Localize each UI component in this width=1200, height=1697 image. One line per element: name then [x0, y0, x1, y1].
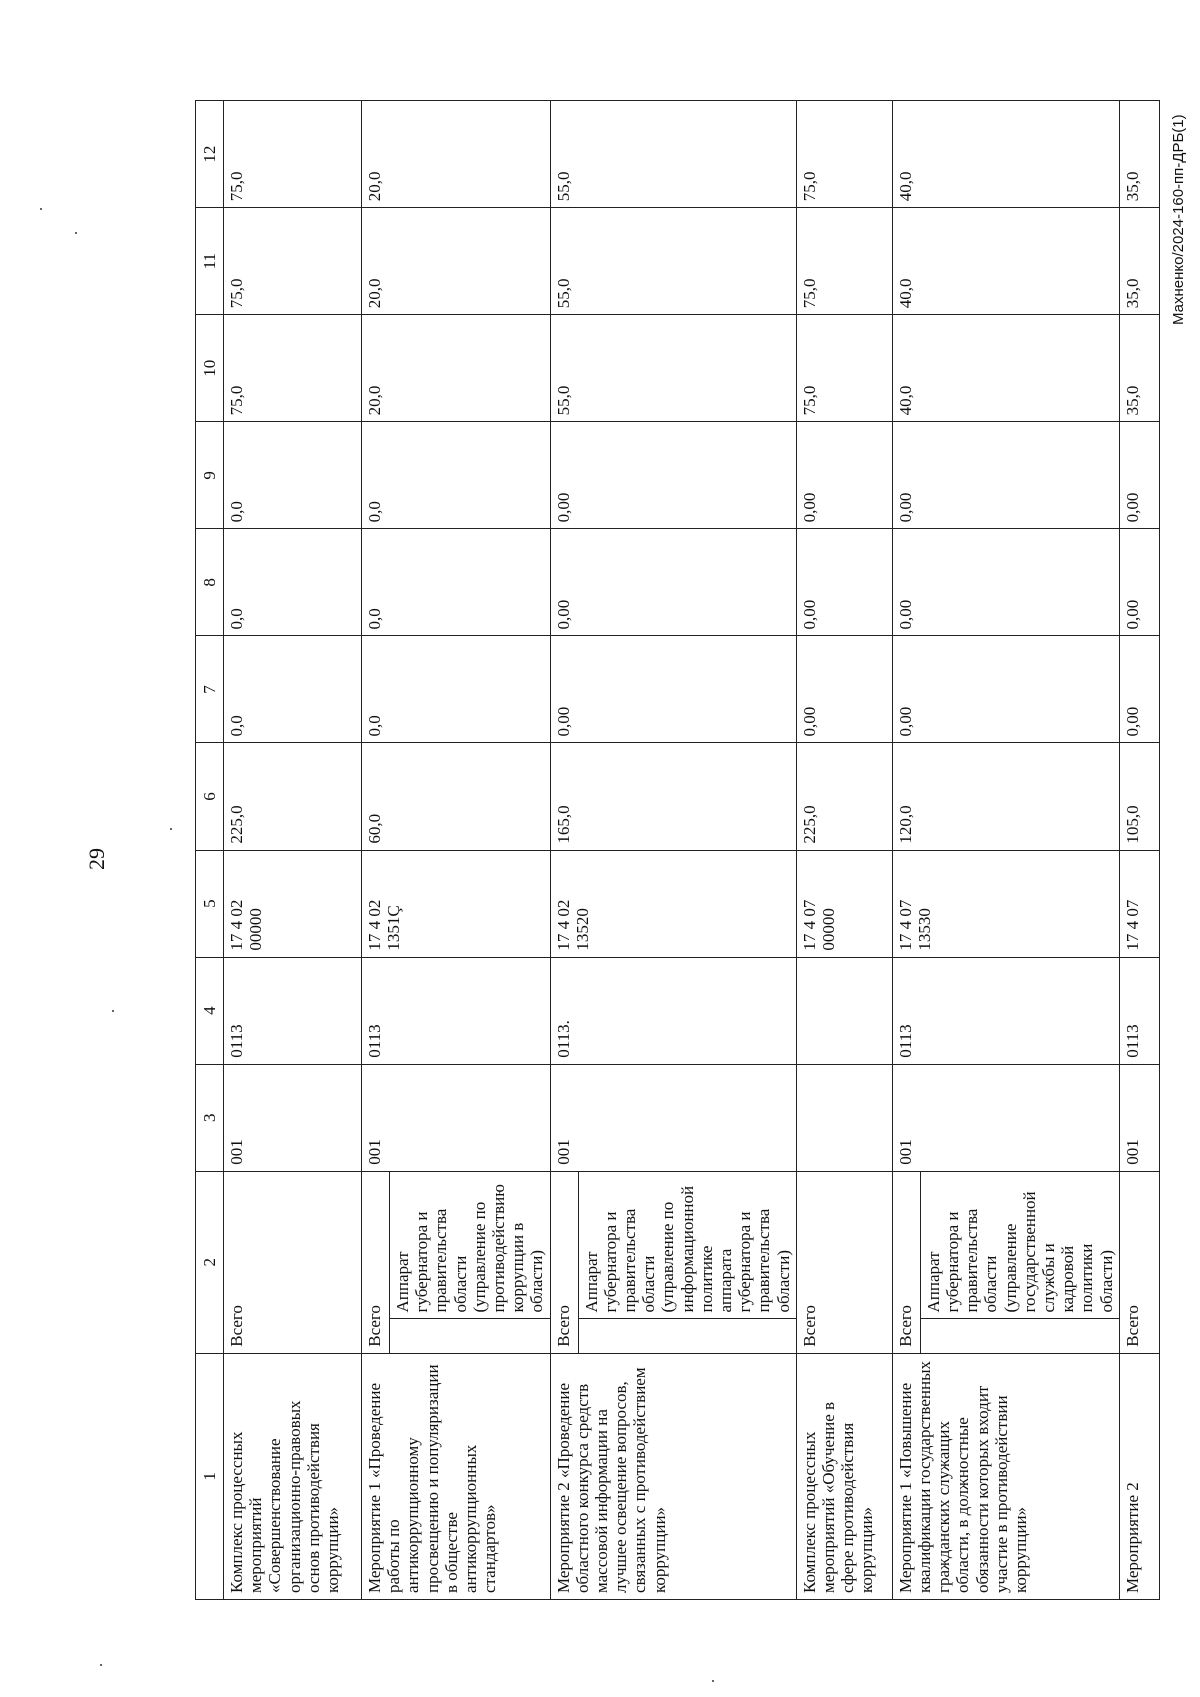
cell-c8: 0,00 — [550, 529, 796, 636]
col-header-4: 4 — [196, 957, 224, 1064]
rotated-table-container — [195, 100, 1142, 1600]
scan-speck — [100, 1664, 102, 1666]
cell-c8: 0,0 — [362, 529, 551, 636]
cell-c10: 20,0 — [362, 315, 551, 422]
total-label: Всего — [362, 1171, 390, 1353]
total-label: Всего — [224, 1171, 362, 1353]
cell-c9: 0,0 — [362, 422, 551, 529]
cell-c6: 60,0 — [362, 743, 551, 850]
col-header-8: 8 — [196, 529, 224, 636]
scan-speck — [712, 1680, 714, 1682]
activity-name: Мероприятие 2 — [1119, 1353, 1159, 1599]
col-header-12: 12 — [196, 101, 224, 208]
cell-c12: 75,0 — [796, 101, 892, 208]
total-label: Всего — [796, 1171, 892, 1353]
total-label: Всего — [892, 1171, 920, 1353]
cell-c10: 75,0 — [224, 315, 362, 422]
cell-c9: 0,00 — [550, 422, 796, 529]
table-row — [1119, 101, 1159, 1600]
executor-name: Аппарат губернатора и правительства области (управление по информационной политике аппарата губернатора и правительства области) — [578, 1171, 796, 1319]
cell-c4: 0113 — [1119, 957, 1159, 1064]
cell-c3: 001 — [224, 1064, 362, 1171]
cell-c9: 0,00 — [892, 422, 1119, 529]
scan-speck — [40, 208, 42, 210]
scan-speck — [75, 232, 77, 234]
page-number: 29 — [84, 848, 109, 870]
cell-c8: 0,0 — [224, 529, 362, 636]
cell-c7: 0,0 — [362, 636, 551, 743]
scan-speck — [112, 1010, 114, 1012]
col-header-5: 5 — [196, 850, 224, 957]
cell-c9: 0,00 — [1119, 422, 1159, 529]
cell-c8: 0,00 — [1119, 529, 1159, 636]
cell-c9: 0,00 — [796, 422, 892, 529]
cell-c3: 001 — [1119, 1064, 1159, 1171]
cell-c7: 0,00 — [892, 636, 1119, 743]
cell-c3: 001 — [362, 1064, 551, 1171]
cell-c3 — [796, 1064, 892, 1171]
table-row — [796, 101, 892, 1600]
indent-spacer — [578, 1319, 796, 1353]
cell-c6: 225,0 — [224, 743, 362, 850]
cell-c12: 55,0 — [550, 101, 796, 208]
cell-c11: 55,0 — [550, 208, 796, 315]
activity-name: Мероприятие 2 «Проведение областного конкурса средств массовой информации на лучшее освещение вопросов, связанных с противодействием коррупции» — [550, 1353, 796, 1599]
cell-c5: 17 4 02 1351Ç — [362, 850, 551, 957]
cell-c11: 20,0 — [362, 208, 551, 315]
cell-c4 — [796, 957, 892, 1064]
cell-c10: 55,0 — [550, 315, 796, 422]
activity-name: Мероприятие 1 «Проведение работы по антикоррупционному просвещению и популяризации в обществе антикоррупционных стандартов» — [362, 1353, 551, 1599]
cell-c11: 75,0 — [796, 208, 892, 315]
indent-spacer — [920, 1319, 1119, 1353]
activity-name: Комплекс процессных мероприятий «Совершенствование организационно-правовых основ противодействия коррупции» — [224, 1353, 362, 1599]
col-header-1: 1 — [196, 1353, 224, 1599]
cell-c5: 17 4 07 13530 — [892, 850, 1119, 957]
activity-name: Мероприятие 1 «Повышение квалификации государственных гражданских служащих области, в должностные обязанности которых входит участие в противодействии коррупции» — [892, 1353, 1119, 1599]
header-row — [196, 101, 224, 1600]
table-row — [224, 101, 362, 1600]
cell-c4: 0113 — [892, 957, 1119, 1064]
col-header-6: 6 — [196, 743, 224, 850]
cell-c4: 0113 — [224, 957, 362, 1064]
cell-c8: 0,00 — [796, 529, 892, 636]
cell-c10: 75,0 — [796, 315, 892, 422]
cell-c8: 0,00 — [892, 529, 1119, 636]
cell-c6: 120,0 — [892, 743, 1119, 850]
cell-c11: 40,0 — [892, 208, 1119, 315]
col-header-11: 11 — [196, 208, 224, 315]
cell-c4: 0113 — [362, 957, 551, 1064]
cell-c9: 0,0 — [224, 422, 362, 529]
cell-c10: 35,0 — [1119, 315, 1159, 422]
cell-c6: 165,0 — [550, 743, 796, 850]
cell-c5: 17 4 02 00000 — [224, 850, 362, 957]
cell-c12: 35,0 — [1119, 101, 1159, 208]
table-row — [892, 101, 920, 1600]
cell-c5: 17 4 02 13520 — [550, 850, 796, 957]
col-header-10: 10 — [196, 315, 224, 422]
cell-c7: 0,00 — [796, 636, 892, 743]
table-row — [362, 101, 390, 1600]
col-header-9: 9 — [196, 422, 224, 529]
cell-c6: 105,0 — [1119, 743, 1159, 850]
cell-c7: 0,0 — [224, 636, 362, 743]
activity-name: Комплекс процессных мероприятий «Обучение в сфере противодействия коррупции» — [796, 1353, 892, 1599]
cell-c11: 75,0 — [224, 208, 362, 315]
cell-c4: 0113. — [550, 957, 796, 1064]
col-header-7: 7 — [196, 636, 224, 743]
col-header-3: 3 — [196, 1064, 224, 1171]
cell-c7: 0,00 — [550, 636, 796, 743]
cell-c11: 35,0 — [1119, 208, 1159, 315]
executor-name: Аппарат губернатора и правительства области (управление по противодействию коррупции в области) — [390, 1171, 551, 1319]
col-header-2: 2 — [196, 1171, 224, 1353]
indent-spacer — [390, 1319, 551, 1353]
cell-c5: 17 4 07 — [1119, 850, 1159, 957]
document-id: Махненко/2024-160-пп-ДРБ(1) — [1170, 114, 1187, 325]
cell-c5: 17 4 07 00000 — [796, 850, 892, 957]
total-label: Всего — [550, 1171, 578, 1353]
cell-c7: 0,00 — [1119, 636, 1159, 743]
cell-c12: 40,0 — [892, 101, 1119, 208]
budget-table — [195, 100, 1160, 1600]
cell-c10: 40,0 — [892, 315, 1119, 422]
total-label: Всего — [1119, 1171, 1159, 1353]
cell-c3: 001 — [892, 1064, 1119, 1171]
cell-c12: 75,0 — [224, 101, 362, 208]
cell-c3: 001 — [550, 1064, 796, 1171]
executor-name: Аппарат губернатора и правительства области (управление государственной службы и кадровой политики области) — [920, 1171, 1119, 1319]
table-row — [550, 101, 578, 1600]
scan-speck — [170, 828, 172, 830]
cell-c6: 225,0 — [796, 743, 892, 850]
cell-c12: 20,0 — [362, 101, 551, 208]
